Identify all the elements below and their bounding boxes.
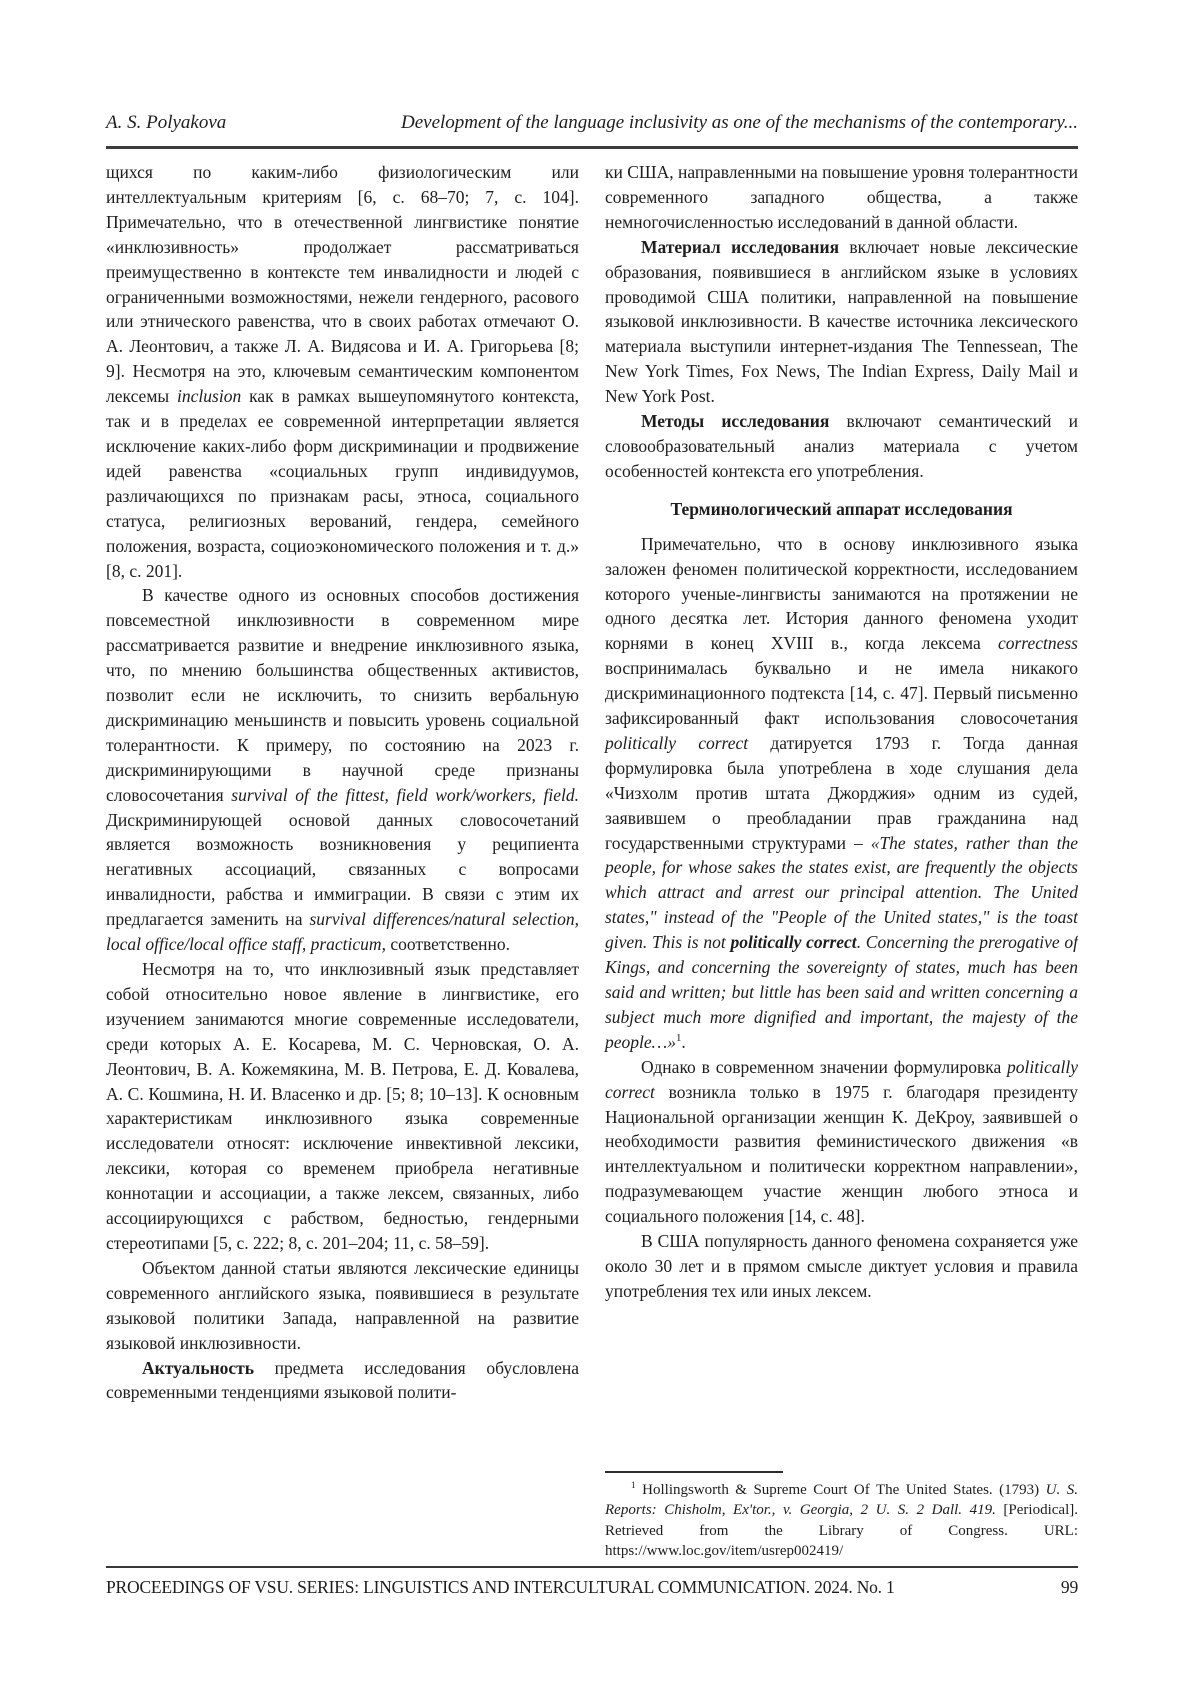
text-run: ки США, направленными на повышение уровня толерантности современного западного общества, а также немногочисленностью исследований в данной области. bbox=[605, 162, 1078, 232]
text-run: Несмотря на то, что инклюзивный язык представляет собой относительно новое явление в лингвистике, его изучением занимаются многие современные исследователи, среди которых А. Е. Косарева, М. С. Черновская, О. А. Леонтович, В. А. Кожемякина, М. В. Петрова, Е. Д. Ковалева, А. С. Кошмина, Н. И. Власенко и др. [5; 8; 10–13]. К основным характеристикам инклюзивного языка современные исследователи относят: исключение инвективной лексики, лексики, которая со временем приобрела негативные коннотации и ассоциации, а также лексем, связанных, либо ассоциирующихся с рабством, бедностью, гендерными стереотипами [5, с. 222; 8, с. 201–204; 11, с. 58–59]. bbox=[106, 959, 579, 1253]
text-run: датируется 1793 г. Тогда данная формулировка была употреблена в ходе слушания дела «Чизхолм против штата Джорджия» одним из судей, заявившем о преобладании прав гражданина над государственными структурами – bbox=[605, 732, 1078, 853]
text-run: . Concerning the prerogative of Kings, and concerning the sovereignty of states, much has been said and written; but little has been said and written concerning a subject much more dignified and important, the majesty of the people…» bbox=[605, 932, 1078, 1052]
text-run: В США популярность данного феномена сохраняется уже около 30 лет и в прямом смысле диктует условия и правила употребления тех или иных лексем. bbox=[605, 1231, 1078, 1301]
text-run: предмета исследования обусловлена современными тенденциями языковой полити- bbox=[106, 1357, 579, 1403]
text-run: U. S. Reports: Chisholm, Ex'tor., v. Georgia, 2 U. S. 2 Dall. 419. bbox=[605, 1481, 1078, 1519]
text-run: возникла только в 1975 г. благодаря президенту Национальной организации женщин К. ДеКроу, заявившей о необходимости развития феминистического движения «в интеллектуальном и политически корректном направлении», подразумевающем участие женщин любого этноса и социального положения [14, с. 48]. bbox=[605, 1081, 1078, 1227]
header-running-title: Development of the language inclusivity as one of the mechanisms of the contemporary... bbox=[401, 112, 1078, 133]
header-rule bbox=[106, 146, 1078, 149]
left-column bbox=[106, 160, 579, 1562]
text-run: Примечательно, что в основу инклюзивного языка заложен феномен политической корректности, исследованием которого ученые-лингвисты занимаются на протяжении не одного десятка лет. История данного феномена уходит корнями в конец XVIII в., когда лексема bbox=[605, 533, 1078, 654]
paragraph bbox=[605, 532, 1078, 1055]
header-author: A. S. Polyakova bbox=[106, 112, 227, 133]
text-run: survival of the fittest, field work/workers, field. bbox=[231, 784, 580, 805]
text-run: Актуальность bbox=[142, 1357, 255, 1378]
paragraph bbox=[106, 1356, 579, 1406]
footnote-separator bbox=[605, 1471, 783, 1473]
text-run: Hollingsworth & Supreme Court Of The United States. (1793) bbox=[635, 1481, 1046, 1498]
page-header bbox=[106, 112, 1078, 134]
text-run: включают семантический и словообразовательный анализ материала с учетом особенностей контекста его употребления. bbox=[605, 411, 1078, 481]
text-run: politically correct bbox=[605, 732, 749, 753]
text-run: politically correct bbox=[605, 1056, 1078, 1102]
text-run: Объектом данной статьи являются лексические единицы современного английского языка, появившиеся в результате языковой политики Запада, направленной на развитие языковой инклюзивности. bbox=[106, 1257, 579, 1353]
text-run: щихся по каким-либо физиологическим или интеллектуальным критериям [6, с. 68–70; 7, с. 104]. Примечательно, что в отечественной лингвистике понятие «инклюзивность» продолжает рассматриваться преимущественно в контексте тем инвалидности и людей с ограниченными возможностями, нежели гендерного, расового или этнического равенства, что в своих работах отмечают О. А. Леонтович, а также Л. А. Видясова и И. А. Григорьева [8; 9]. Несмотря на это, ключевым семантическим компонентом лексемы bbox=[106, 162, 579, 407]
paragraph bbox=[106, 583, 579, 957]
paragraph bbox=[605, 160, 1078, 235]
text-run: Дискриминирующей основой данных словосочетаний является возможность возникновения у реципиента негативных ассоциаций, связанных с вопросами инвалидности, рабства и иммиграции. В связи с этим их предлагается заменить на bbox=[106, 809, 579, 930]
text-run: включает новые лексические образования, появившиеся в английском языке в условиях проводимой США политики, направленной на повышение языковой инклюзивности. В качестве источника лексического материала выступили интернет-издания The Tennessean, The New York Times, Fox News, The Indian Express, Daily Mail и New York Post. bbox=[605, 236, 1078, 407]
paragraph bbox=[106, 160, 579, 583]
text-run: Однако в современном значении формулировка bbox=[641, 1056, 1008, 1077]
paragraph bbox=[106, 957, 579, 1256]
section-heading: Терминологический аппарат исследования bbox=[670, 498, 1013, 519]
right-column bbox=[605, 160, 1078, 1562]
paragraph bbox=[605, 235, 1078, 409]
text-run: В качестве одного из основных способов достижения повсеместной инклюзивности в современном мире рассматривается развитие и внедрение инклюзивного языка, что, по мнению большинства общественных активистов, позволит если не исключить, то снизить вербальную дискриминацию меньшинств и повысить уровень социальной толерантности. К примеру, по состоянию на 2023 г. дискриминирующими в научной среде признаны словосочетания bbox=[106, 585, 579, 805]
text-run: . bbox=[681, 1031, 686, 1052]
text-run: [Periodical]. Retrieved from the Library of Congress. URL: https://www.loc.gov/item/usrep002419/ bbox=[605, 1502, 1078, 1560]
text-run: как в рамках вышеупомянутого контекста, так и в пределах ее современной интерпретации является исключение каких-либо форм дискриминации и продвижение идей равенства «социальных групп индивидуумов, различающихся по признакам расы, этноса, социального статуса, религиозных верований, гендера, семейного положения, возраста, социоэкономического положения и т. д.» [8, с. 201]. bbox=[106, 386, 580, 581]
paragraph bbox=[605, 1229, 1078, 1304]
paragraph bbox=[605, 1055, 1078, 1229]
footer-page-number: 99 bbox=[1060, 1577, 1078, 1597]
paragraph bbox=[605, 409, 1078, 484]
footnote-text bbox=[605, 1480, 1078, 1562]
footer-journal-line: PROCEEDINGS OF VSU. SERIES: LINGUISTICS AND INTERCULTURAL COMMUNICATION. 2024. No. 1 bbox=[106, 1577, 895, 1597]
footnote-reference: 1 bbox=[675, 1031, 682, 1044]
paragraph bbox=[106, 1256, 579, 1356]
text-run: Материал исследования bbox=[641, 236, 840, 257]
article-body bbox=[106, 160, 1078, 1562]
text-run: correctness bbox=[997, 633, 1078, 654]
text-run: inclusion bbox=[177, 386, 242, 407]
text-run: politically correct bbox=[730, 932, 857, 953]
text-run: воспринималась буквально и не имела никакого дискриминационного подтекста [14, с. 47]. Первый письменно зафиксированный факт использования словосочетания bbox=[605, 658, 1078, 729]
footnote-block bbox=[605, 1455, 1078, 1562]
text-run: «The states, rather than the people, for whose sakes the states exist, are frequently the objects which attract and arrest our principal attention. The United states," instead of the "People of the United states," is the toast given. This is not bbox=[605, 832, 1078, 953]
text-run: survival differences/natural selection, local office/local office staff, practicum bbox=[106, 909, 579, 955]
footnote-reference: 1 bbox=[631, 1480, 636, 1491]
page-footer bbox=[106, 1566, 1078, 1598]
text-run: Методы исследования bbox=[641, 411, 830, 432]
text-run: , соответственно. bbox=[381, 934, 510, 955]
